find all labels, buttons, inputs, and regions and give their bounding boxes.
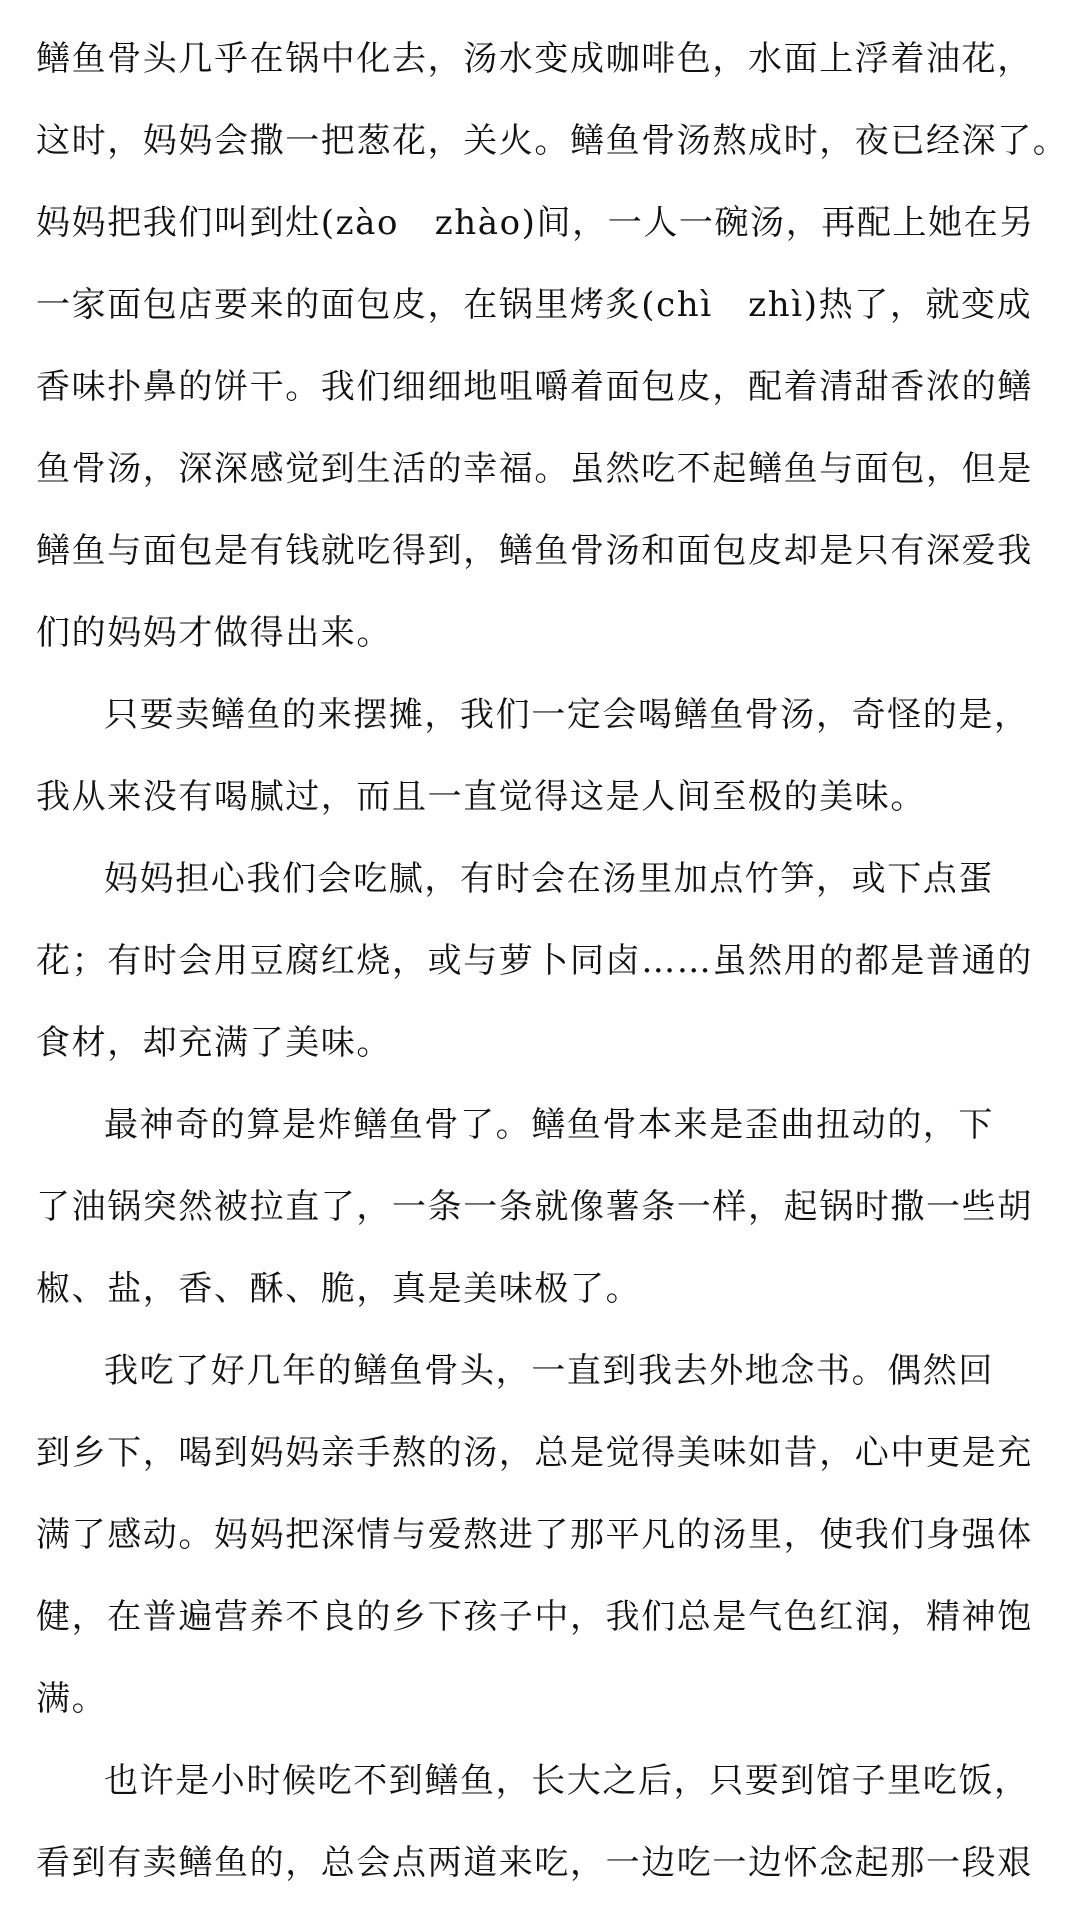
text-line: 妈妈把我们叫到灶(zào zhào)间，一人一碗汤，再配上她在另: [36, 203, 1035, 243]
text-line: 椒、盐，香、酥、脆，真是美味极了。: [36, 1269, 642, 1309]
text-line: 健，在普遍营养不良的乡下孩子中，我们总是气色红润，精神饱: [36, 1597, 1033, 1637]
text-line: 最神奇的算是炸鳝鱼骨了。鳝鱼骨本来是歪曲扭动的，下: [104, 1105, 994, 1145]
text-line: 鳝鱼骨头几乎在锅中化去，汤水变成咖啡色，水面上浮着油花，: [36, 39, 1033, 79]
paragraph-4: [36, 1084, 1044, 1330]
text-line: 我从来没有喝腻过，而且一直觉得这是人间至极的美味。: [36, 777, 926, 817]
text-line: 鱼骨汤，深深感觉到生活的幸福。虽然吃不起鳝鱼与面包，但是: [36, 449, 1033, 489]
text-line: 也许是小时候吃不到鳝鱼，长大之后，只要到馆子里吃饭，: [104, 1761, 1030, 1801]
text-line: 看到有卖鳝鱼的，总会点两道来吃，一边吃一边怀念起那一段艰: [36, 1843, 1033, 1883]
paragraph-1: [36, 18, 1069, 674]
paragraph-6: [36, 1740, 1044, 1904]
text-line: 只要卖鳝鱼的来摆摊，我们一定会喝鳝鱼骨汤，奇怪的是，: [104, 695, 1030, 735]
text-line: 香味扑鼻的饼干。我们细细地咀嚼着面包皮，配着清甜香浓的鳝: [36, 367, 1033, 407]
text-line: 我吃了好几年的鳝鱼骨头，一直到我去外地念书。偶然回: [104, 1351, 994, 1391]
text-line: 食材，却充满了美味。: [36, 1023, 392, 1063]
text-line: 这时，妈妈会撒一把葱花，关火。鳝鱼骨汤熬成时，夜已经深了。: [36, 121, 1069, 161]
text-line: 到乡下，喝到妈妈亲手熬的汤，总是觉得美味如昔，心中更是充: [36, 1433, 1033, 1473]
paragraph-2: [36, 674, 1044, 838]
text-line: 了油锅突然被拉直了，一条一条就像薯条一样，起锅时撒一些胡: [36, 1187, 1033, 1227]
paragraph-5: [36, 1330, 1044, 1740]
text-line: 鳝鱼与面包是有钱就吃得到，鳝鱼骨汤和面包皮却是只有深爱我: [36, 531, 1033, 571]
text-line: 花；有时会用豆腐红烧，或与萝卜同卤……虽然用的都是普通的: [36, 941, 1033, 981]
text-line: 们的妈妈才做得出来。: [36, 613, 392, 653]
text-line: 满了感动。妈妈把深情与爱熬进了那平凡的汤里，使我们身强体: [36, 1515, 1033, 1555]
text-line: 妈妈担心我们会吃腻，有时会在汤里加点竹笋，或下点蛋: [104, 859, 994, 899]
text-line: 满。: [36, 1679, 108, 1719]
paragraph-3: [36, 838, 1044, 1084]
text-line: 一家面包店要来的面包皮，在锅里烤炙(chì zhì)热了，就变成: [36, 285, 1033, 325]
